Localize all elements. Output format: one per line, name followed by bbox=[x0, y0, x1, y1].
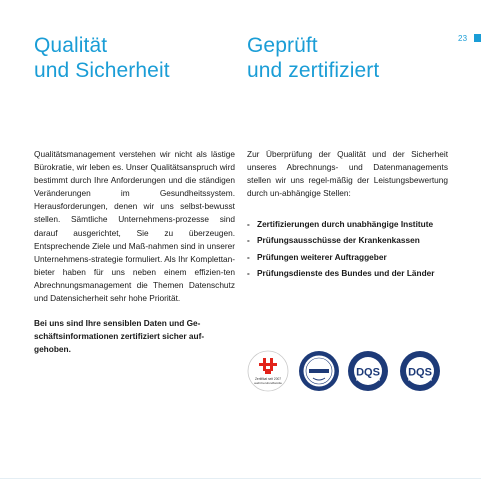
dqs-seal-icon bbox=[399, 350, 441, 392]
certification-column bbox=[247, 148, 448, 283]
certification-intro-text: Zur Überprüfung der Qualität und der Sicherheit unseres Abrechnungs- und Datenmanagements stellen wir uns regel-mäßig der Leistungsbewertung durch un-abhängige Stellen: bbox=[247, 149, 448, 199]
page-bottom-edge bbox=[0, 478, 481, 479]
list-item bbox=[247, 218, 448, 231]
bullet-marker: - bbox=[247, 219, 250, 230]
list-item-text: Zertifizierungen durch unabhängige Institute bbox=[257, 219, 434, 230]
certified-title-line-1: Geprüft bbox=[247, 34, 318, 57]
bullet-marker: - bbox=[247, 251, 250, 262]
certified-title-line-2: und zertifiziert bbox=[247, 59, 380, 82]
quality-closing-statement: Bei uns sind Ihre sensiblen Daten und Ge-schäftsinformationen zertifiziert sicher auf-gehoben. bbox=[34, 318, 205, 355]
page-number: 23 bbox=[458, 34, 468, 43]
datenschutz-seal-icon bbox=[298, 350, 340, 392]
quality-title-line-2: und Sicherheit bbox=[34, 59, 170, 82]
quality-column bbox=[34, 148, 235, 356]
dqs-seal-icon bbox=[347, 350, 389, 392]
list-item-text: Prüfungen weiterer Auftraggeber bbox=[257, 251, 387, 262]
certificate-caption-line-1: Zertifikat seit 2007 bbox=[254, 377, 282, 381]
dqs-mark: DQS bbox=[356, 366, 380, 379]
list-item-text: Prüfungsdienste des Bundes und der Länder bbox=[257, 267, 435, 278]
dqs-mark: DQS bbox=[408, 366, 432, 379]
certificate-caption-line-2: audit berufundfamilie bbox=[254, 381, 282, 385]
certification-list bbox=[247, 218, 448, 279]
beruf-und-familie-certificate-icon bbox=[247, 350, 289, 392]
bullet-marker: - bbox=[247, 235, 250, 246]
list-item bbox=[247, 267, 448, 280]
bullet-marker: - bbox=[247, 267, 250, 278]
quality-body-text: Qualitätsmanagement verstehen wir nicht als lästige Bürokratie, wir leben es. Unser Qualitätsanspruch wird bestimmt durch Ihre Anforderungen und die ständigen Veränderungen im Gesundheitssystem. Herausforderungen, denen wir uns selbst-bewusst stellen. Sämtliche Unternehmens-prozesse sind darauf ausgerichtet, Sie zu überzeugen. Entsprechende Ziele und Maß-nahmen sind in unserer Unternehmens-strategie formuliert. Als Ihr Komplettan-bieter haben für uns neben einem effizien-ten Abrechnungsmanagement die Themen Datenschutz und Datensicherheit sehr hohe Priorität. bbox=[34, 149, 235, 304]
page-marker-block bbox=[474, 34, 481, 42]
certification-logos bbox=[247, 350, 447, 396]
certified-title bbox=[247, 33, 379, 83]
list-item-text: Prüfungsausschüsse der Krankenkassen bbox=[257, 235, 420, 246]
list-item bbox=[247, 234, 448, 247]
quality-title bbox=[34, 33, 170, 83]
quality-title-line-1: Qualität bbox=[34, 34, 108, 57]
list-item bbox=[247, 251, 448, 264]
